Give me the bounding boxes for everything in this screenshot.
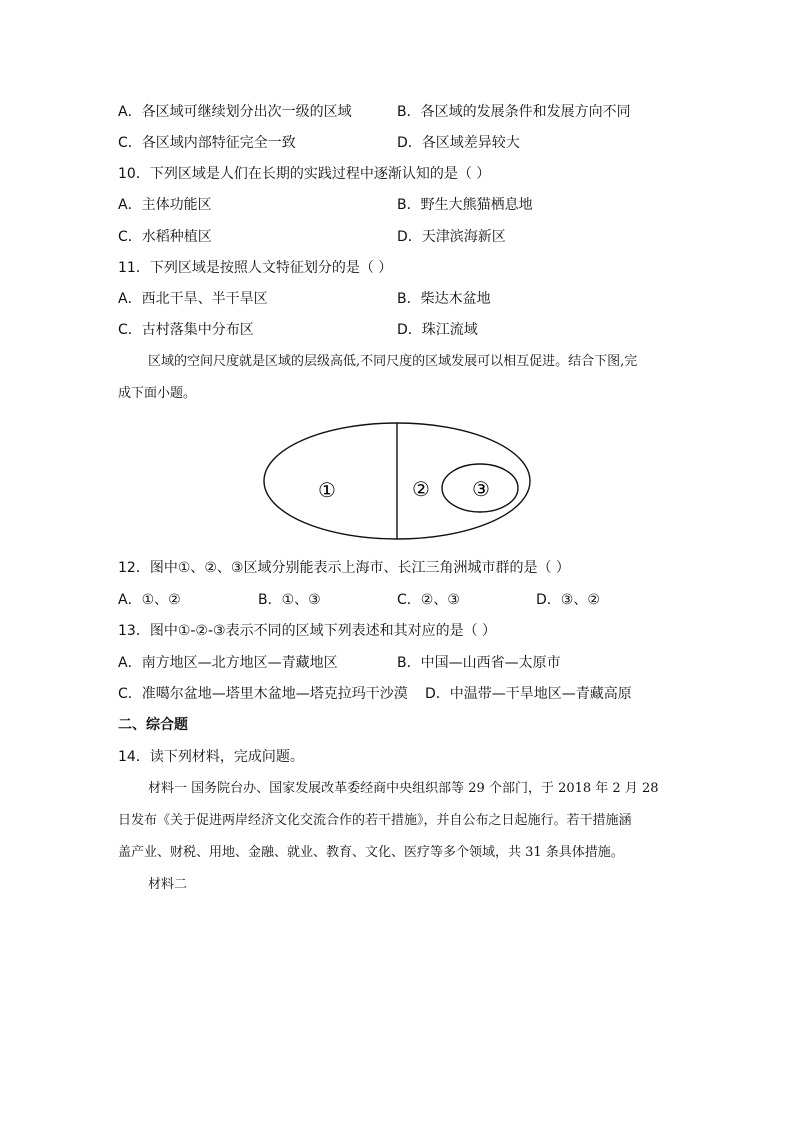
- q11-option-a: A．西北干旱、半干旱区: [118, 291, 268, 307]
- q10-option-c: C．水稻种植区: [118, 229, 212, 245]
- q12-option-c: C．②、③: [397, 592, 460, 608]
- q11-stem: 11．下列区域是按照人文特征划分的是（ ）: [118, 260, 393, 276]
- q9-option-b: B．各区域的发展条件和发展方向不同: [397, 104, 631, 120]
- q9-option-c: C．各区域内部特征完全一致: [118, 135, 296, 151]
- material-2-label: 材料二: [148, 877, 188, 892]
- q12-option-a: A．①、②: [118, 592, 181, 608]
- q10-option-b: B．野生大熊猫栖息地: [397, 197, 533, 213]
- region-2-label: ②: [412, 477, 430, 501]
- q13-stem: 13．图中①-②-③表示不同的区域下列表述和其对应的是（ ）: [118, 623, 497, 639]
- material-1-line-1: 材料一 国务院台办、国家发展改革委经商中央组织部等 29 个部门，于 2018 年 2 月 28: [148, 781, 659, 796]
- intro-line-1: 区域的空间尺度就是区域的层级高低,不同尺度的区域发展可以相互促进。结合下图,完: [148, 354, 638, 369]
- q12-option-d: D．③、②: [536, 592, 600, 608]
- q12-option-b: B．①、③: [258, 592, 321, 608]
- q9-option-a: A．各区域可继续划分出次一级的区域: [118, 104, 352, 120]
- material-1-line-2: 日发布《关于促进两岸经济文化交流合作的若干措施》，并自公布之日起施行。若干措施涵: [118, 813, 632, 828]
- q13-option-d: D．中温带—干旱地区—青藏高原: [425, 686, 632, 702]
- region-3-label: ③: [472, 477, 490, 501]
- q10-option-a: A．主体功能区: [118, 197, 212, 213]
- q10-option-d: D．天津滨海新区: [397, 229, 506, 245]
- material-1-line-3: 盖产业、财税、用地、金融、就业、教育、文化、医疗等多个领域，共 31 条具体措施。: [118, 845, 624, 860]
- q13-option-a: A．南方地区—北方地区—青藏地区: [118, 655, 338, 671]
- q10-stem: 10．下列区域是人们在长期的实践过程中逐渐认知的是（ ）: [118, 166, 491, 182]
- section-heading: 二、综合题: [118, 717, 188, 733]
- q11-option-d: D．珠江流域: [397, 322, 478, 338]
- q14-stem: 14．读下列材料，完成问题。: [118, 749, 304, 765]
- q9-option-d: D．各区域差异较大: [397, 135, 520, 151]
- q13-option-c: C．准噶尔盆地—塔里木盆地—塔克拉玛干沙漠: [118, 686, 408, 702]
- q11-option-b: B．柴达木盆地: [397, 291, 491, 307]
- intro-line-2: 成下面小题。: [118, 386, 197, 401]
- region-scale-diagram: [258, 418, 538, 544]
- q13-option-b: B．中国—山西省—太原市: [397, 655, 561, 671]
- region-1-label: ①: [318, 478, 336, 502]
- q11-option-c: C．古村落集中分布区: [118, 322, 254, 338]
- q12-stem: 12．图中①、②、③区域分别能表示上海市、长江三角洲城市群的是（ ）: [118, 560, 570, 576]
